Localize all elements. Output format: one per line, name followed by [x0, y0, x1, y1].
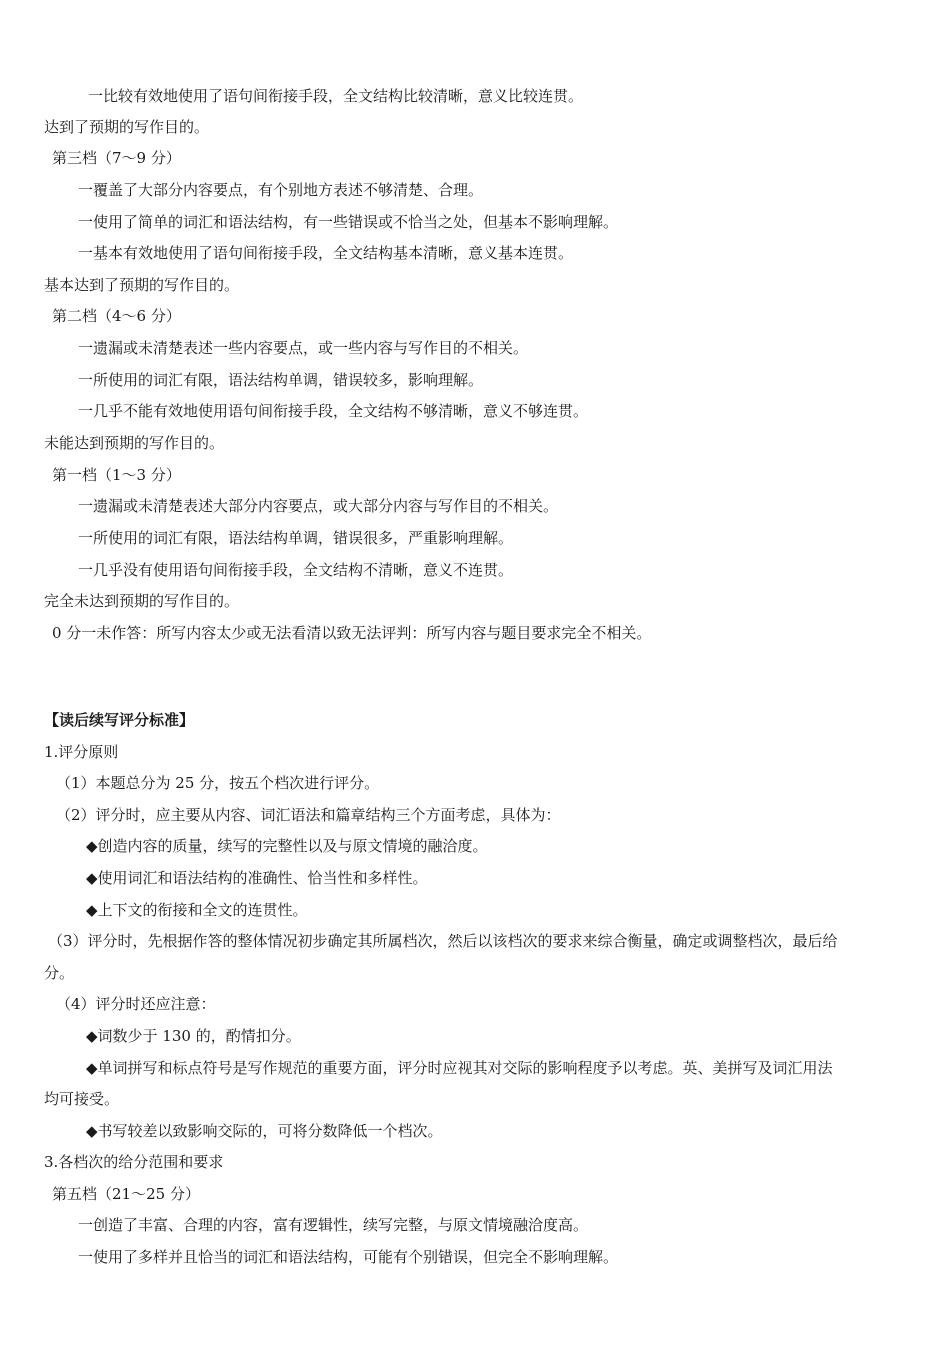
bullet-item: ◆上下文的衔接和全文的连贯性。 — [86, 901, 308, 919]
band-summary: 达到了预期的写作目的。 — [44, 118, 210, 136]
band-summary: 未能达到预期的写作目的。 — [44, 434, 225, 452]
band-heading: 第五档（21～25 分） — [52, 1185, 200, 1203]
rule-item: （1）本题总分为 25 分，按五个档次进行评分。 — [56, 774, 380, 792]
criterion-line: 一使用了多样并且恰当的词汇和语法结构，可能有个别错误，但完全不影响理解。 — [78, 1248, 619, 1266]
rule-item: （3）评分时，先根据作答的整体情况初步确定其所属档次，然后以该档次的要求来综合衡量，确定或调整档次，最后给 — [48, 932, 838, 950]
band-heading: 第三档（7～9 分） — [52, 149, 181, 167]
zero-score-note: 0 分一未作答：所写内容太少或无法看清以致无法评判：所写内容与题目要求完全不相关。 — [52, 624, 652, 642]
bullet-item: ◆书写较差以致影响交际的，可将分数降低一个档次。 — [86, 1122, 443, 1140]
criterion-line: 一创造了丰富、合理的内容，富有逻辑性，续写完整，与原文情境融洽度高。 — [78, 1216, 589, 1234]
subsection-heading: 3.各档次的给分范围和要求 — [44, 1153, 224, 1171]
criterion-line: 一基本有效地使用了语句间衔接手段，全文结构基本清晰，意义基本连贯。 — [78, 244, 574, 262]
criterion-line: 一几乎不能有效地使用语句间衔接手段，全文结构不够清晰，意义不够连贯。 — [78, 402, 589, 420]
subsection-heading: 1.评分原则 — [44, 743, 119, 761]
criterion-line: 一所使用的词汇有限，语法结构单调，错误很多，严重影响理解。 — [78, 529, 514, 547]
section-heading: 【读后续写评分标准】 — [44, 711, 195, 729]
band-summary: 完全未达到预期的写作目的。 — [44, 592, 240, 610]
criterion-line: 一覆盖了大部分内容要点，有个别地方表述不够清楚、合理。 — [78, 181, 484, 199]
bullet-item: ◆使用词汇和语法结构的准确性、恰当性和多样性。 — [86, 869, 428, 887]
band-heading: 第一档（1～3 分） — [52, 466, 181, 484]
bullet-item-continuation: 均可接受。 — [44, 1090, 120, 1108]
rule-item: （4）评分时还应注意： — [56, 995, 216, 1013]
band-heading: 第二档（4～6 分） — [52, 307, 181, 325]
criterion-line: 一遗漏或未清楚表述一些内容要点，或一些内容与写作目的不相关。 — [78, 339, 529, 357]
criterion-line: 一比较有效地使用了语句间衔接手段，全文结构比较清晰，意义比较连贯。 — [88, 87, 584, 105]
band-summary: 基本达到了预期的写作目的。 — [44, 276, 240, 294]
criterion-line: 一所使用的词汇有限，语法结构单调，错误较多，影响理解。 — [78, 371, 484, 389]
criterion-line: 一几乎没有使用语句间衔接手段，全文结构不清晰，意义不连贯。 — [78, 561, 514, 579]
bullet-item: ◆创造内容的质量，续写的完整性以及与原文情境的融洽度。 — [86, 837, 488, 855]
criterion-line: 一使用了简单的词汇和语法结构，有一些错误或不恰当之处，但基本不影响理解。 — [78, 213, 619, 231]
bullet-item: ◆词数少于 130 的，酌情扣分。 — [86, 1027, 301, 1045]
rule-item: （2）评分时，应主要从内容、词汇语法和篇章结构三个方面考虑，具体为： — [56, 806, 561, 824]
bullet-item: ◆单词拼写和标点符号是写作规范的重要方面，评分时应视其对交际的影响程度予以考虑。英、美拼写及词汇用法 — [86, 1059, 833, 1077]
criterion-line: 一遗漏或未清楚表述大部分内容要点，或大部分内容与写作目的不相关。 — [78, 497, 559, 515]
rule-item-continuation: 分。 — [44, 964, 75, 982]
